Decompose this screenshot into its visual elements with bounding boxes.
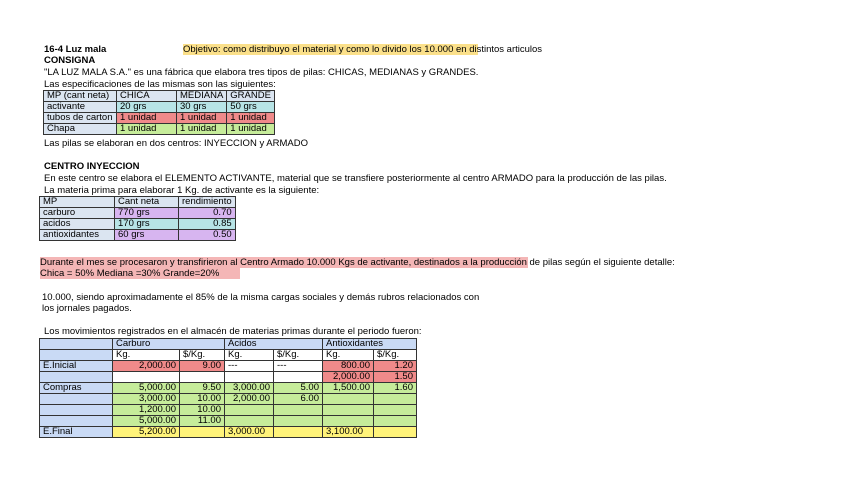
- mov-row-label: E.Inicial: [40, 361, 113, 372]
- mov-cell: [323, 416, 374, 427]
- consigna-line-2: Las especificaciones de las mismas son las siguientes:: [44, 79, 276, 90]
- mov-cell: 9.00: [180, 361, 225, 372]
- mov-cell: 3,000.00: [225, 427, 274, 438]
- mov-group-header: Carburo: [113, 339, 225, 350]
- mov-cell: 9.50: [180, 383, 225, 394]
- mov-cell: [113, 372, 180, 383]
- mov-cell: 11.00: [180, 416, 225, 427]
- centers-line: Las pilas se elaboran en dos centros: INYECCION y ARMADO: [44, 138, 309, 149]
- consigna-line-1: "LA LUZ MALA S.A." es una fábrica que elabora tres tipos de pilas: CHICAS, MEDIANAS y GRANDES.: [44, 67, 479, 78]
- page-title: 16-4 Luz mala: [44, 44, 107, 55]
- mov-row-label: E.Final: [40, 427, 113, 438]
- mp-cell: 170 grs: [115, 219, 179, 230]
- spec-cell: tubos de carton: [44, 113, 117, 124]
- spec-cell: activante: [44, 102, 117, 113]
- consigna-heading: CONSIGNA: [44, 55, 96, 66]
- mov-group-header: Antioxidantes: [323, 339, 417, 350]
- mov-row-label: [40, 416, 113, 427]
- mp-header: rendimiento: [179, 197, 236, 208]
- spec-cell: 1 unidad: [177, 124, 227, 135]
- mov-subheader: $/Kg.: [374, 350, 417, 361]
- movimientos-table: [39, 338, 417, 438]
- mov-subheader: Kg.: [323, 350, 374, 361]
- spec-header: CHICA: [117, 91, 177, 102]
- mov-cell: 6.00: [274, 394, 323, 405]
- mov-cell: [374, 405, 417, 416]
- mp-cell: 770 grs: [115, 208, 179, 219]
- mov-cell: 3,000.00: [113, 394, 180, 405]
- mov-cell: 1.20: [374, 361, 417, 372]
- mov-cell: 10.00: [180, 405, 225, 416]
- spec-header: MEDIANA: [177, 91, 227, 102]
- mov-cell: [274, 416, 323, 427]
- spec-cell: 1 unidad: [227, 113, 275, 124]
- mov-subheader: Kg.: [225, 350, 274, 361]
- spec-cell: 50 grs: [227, 102, 275, 113]
- mp-cell: 0.50: [179, 230, 236, 241]
- mp-cell: antioxidantes: [40, 230, 115, 241]
- spec-cell: 1 unidad: [227, 124, 275, 135]
- spec-table: [43, 90, 275, 135]
- mov-row-label: Compras: [40, 383, 113, 394]
- inyeccion-line-1: En este centro se elabora el ELEMENTO ACTIVANTE, material que se transfiere posteriormente al centro ARMADO para la producción de las pilas.: [44, 173, 667, 184]
- inyeccion-line-2: La materia prima para elaborar 1 Kg. de activante es la siguiente:: [44, 185, 320, 196]
- mov-cell: 1,200.00: [113, 405, 180, 416]
- durante-line-2: Chica = 50% Mediana =30% Grande=20%: [40, 268, 240, 279]
- spec-cell: 1 unidad: [177, 113, 227, 124]
- mp-header: Cant neta: [115, 197, 179, 208]
- mov-cell: ---: [274, 361, 323, 372]
- spec-cell: Chapa: [44, 124, 117, 135]
- spec-cell: 1 unidad: [117, 113, 177, 124]
- mov-row-label: [40, 372, 113, 383]
- mov-cell: 10.00: [180, 394, 225, 405]
- mov-cell: 5.00: [274, 383, 323, 394]
- mov-corner: [40, 350, 113, 361]
- mov-cell: 5,200.00: [113, 427, 180, 438]
- mov-cell: [374, 416, 417, 427]
- mov-cell: [274, 372, 323, 383]
- spec-header: MP (cant neta): [44, 91, 117, 102]
- mov-cell: 1,500.00: [323, 383, 374, 394]
- mov-row-label: [40, 394, 113, 405]
- mov-cell: 1.60: [374, 383, 417, 394]
- mov-cell: 3,000.00: [225, 383, 274, 394]
- mov-subheader: $/Kg.: [180, 350, 225, 361]
- mov-group-header: Acidos: [225, 339, 323, 350]
- mp-table: [39, 196, 236, 241]
- spec-cell: 20 grs: [117, 102, 177, 113]
- mov-cell: 5,000.00: [113, 416, 180, 427]
- mp-cell: carburo: [40, 208, 115, 219]
- mov-cell: 2,000.00: [113, 361, 180, 372]
- spec-cell: 30 grs: [177, 102, 227, 113]
- mov-cell: [374, 394, 417, 405]
- note-line-1: 10.000, siendo aproximadamente el 85% de la misma cargas sociales y demás rubros relacionados con: [42, 292, 480, 303]
- mp-cell: 60 grs: [115, 230, 179, 241]
- mov-cell: [274, 405, 323, 416]
- mov-cell: [225, 405, 274, 416]
- inyeccion-heading: CENTRO INYECCION: [44, 161, 140, 172]
- mov-cell: [274, 427, 323, 438]
- durante-line-1: Durante el mes se procesaron y transfirieron al Centro Armado 10.000 Kgs de activante, destinados a la producción de pilas según el siguiente detalle:: [40, 257, 675, 268]
- spec-header: GRANDE: [227, 91, 275, 102]
- mov-corner: [40, 339, 113, 350]
- mp-cell: 0.85: [179, 219, 236, 230]
- mov-cell: [323, 405, 374, 416]
- mov-cell: 800.00: [323, 361, 374, 372]
- objective-text: Objetivo: como distribuyo el material y como lo divido los 10.000 en distintos articulos: [183, 44, 543, 55]
- mp-cell: 0.70: [179, 208, 236, 219]
- mov-cell: ---: [225, 361, 274, 372]
- mp-cell: acidos: [40, 219, 115, 230]
- mov-subheader: Kg.: [113, 350, 180, 361]
- mov-cell: [180, 372, 225, 383]
- mov-subheader: $/Kg.: [274, 350, 323, 361]
- mov-cell: [374, 427, 417, 438]
- mov-cell: [180, 427, 225, 438]
- mov-cell: 3,100.00: [323, 427, 374, 438]
- mov-cell: [323, 394, 374, 405]
- movimientos-title: Los movimientos registrados en el almacén de materias primas durante el periodo fueron:: [44, 326, 422, 337]
- mov-cell: [225, 372, 274, 383]
- spec-cell: 1 unidad: [117, 124, 177, 135]
- mov-cell: [225, 416, 274, 427]
- note-line-2: los jornales pagados.: [42, 303, 132, 314]
- mov-cell: 1.50: [374, 372, 417, 383]
- mov-cell: 2,000.00: [225, 394, 274, 405]
- mov-row-label: [40, 405, 113, 416]
- mov-cell: 5,000.00: [113, 383, 180, 394]
- mov-cell: 2,000.00: [323, 372, 374, 383]
- mp-header: MP: [40, 197, 115, 208]
